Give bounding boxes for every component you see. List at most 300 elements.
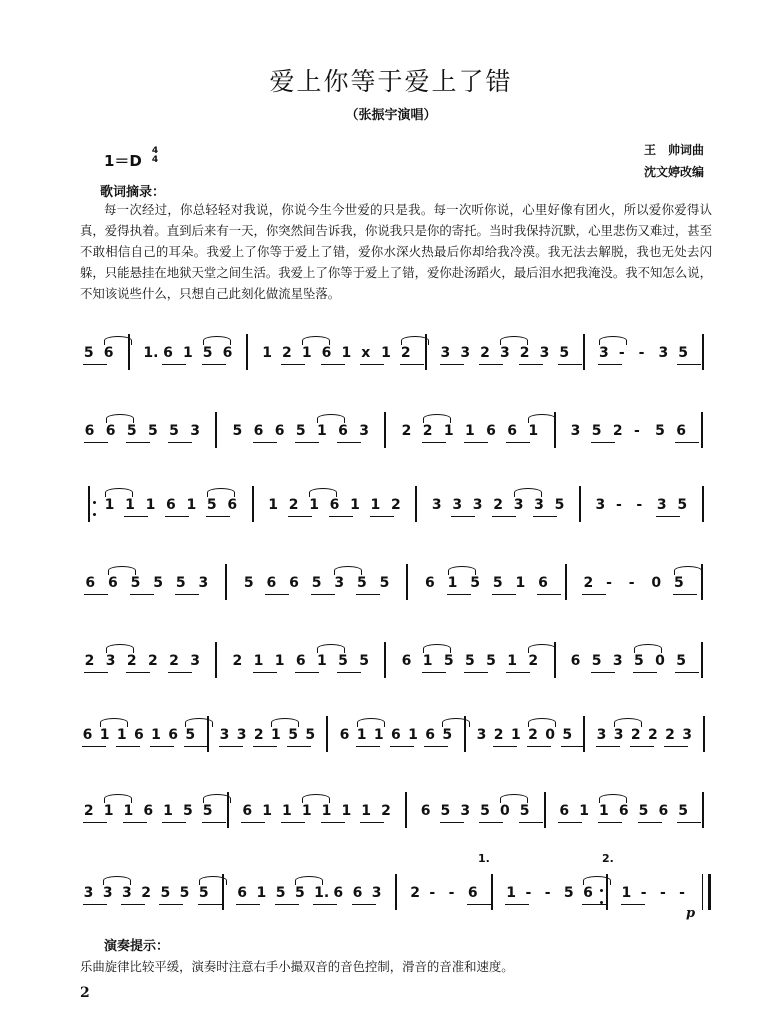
note: 5: [206, 497, 217, 513]
note: 1: [282, 803, 292, 819]
note: -: [606, 575, 612, 591]
note: x: [361, 345, 371, 361]
note: 1.: [143, 345, 159, 361]
beam-underline: [506, 672, 530, 674]
slur: [528, 644, 556, 653]
beam-underline: [633, 672, 657, 674]
note: 3: [612, 653, 623, 669]
note: 3: [658, 345, 669, 361]
note: 5: [443, 653, 454, 669]
note: 1: [256, 885, 267, 901]
staff-line-1: [78, 318, 712, 378]
slur: [357, 718, 385, 727]
slur: [500, 794, 528, 803]
note: 5: [202, 803, 213, 819]
note: 3: [539, 345, 550, 361]
beam-underline: [84, 594, 108, 596]
note: 1: [116, 727, 127, 743]
note: 5: [243, 575, 254, 591]
beam-underline: [121, 904, 145, 906]
note: 1: [301, 803, 312, 819]
note: 1: [356, 727, 367, 743]
note: 2: [84, 653, 95, 669]
note: 2: [583, 575, 594, 591]
note: 5: [442, 727, 453, 743]
beam-underline: [321, 822, 345, 824]
beam-underline: [582, 594, 606, 596]
note: 6: [559, 803, 570, 819]
note: 3: [122, 885, 132, 901]
barline: [701, 564, 703, 600]
note: 5: [338, 653, 348, 669]
barline: [701, 642, 703, 678]
note: 1: [151, 727, 161, 743]
barline: [395, 874, 397, 910]
slur: [302, 794, 330, 803]
beam-underline: [656, 516, 680, 518]
note: 1: [99, 727, 110, 743]
slur: [599, 794, 627, 803]
beam-underline: [287, 746, 311, 748]
slur: [302, 336, 330, 345]
beam-underline: [598, 364, 622, 366]
slur: [500, 336, 528, 345]
note: -: [640, 885, 647, 901]
note: 5: [275, 885, 286, 901]
time-signature-top: 4: [151, 146, 159, 156]
volta-2: 2.: [602, 852, 614, 865]
note: 3: [595, 497, 606, 513]
beam-underline: [561, 746, 585, 748]
note: -: [615, 497, 622, 513]
note: 2: [391, 497, 401, 513]
note: 6: [84, 423, 95, 439]
note: 5: [562, 727, 573, 743]
note: 5: [295, 423, 306, 439]
barline: [464, 716, 466, 752]
note: 6: [85, 575, 96, 591]
note: 0: [655, 653, 665, 669]
note: 6: [425, 727, 436, 743]
beam-underline: [159, 904, 183, 906]
note: 3: [452, 497, 463, 513]
note: 3: [599, 345, 609, 361]
note: 1: [123, 803, 134, 819]
note: 5: [440, 803, 451, 819]
beam-underline: [492, 516, 516, 518]
note: 6: [658, 803, 669, 819]
beam-underline: [591, 672, 615, 674]
note: 6: [82, 727, 93, 743]
slur: [207, 488, 235, 497]
note: 1: [361, 803, 372, 819]
barline: [406, 564, 408, 600]
note: 5: [185, 727, 196, 743]
note: -: [679, 885, 685, 901]
barline: [583, 716, 585, 752]
note: 5: [486, 653, 496, 669]
slur: [106, 644, 134, 653]
beam-underline: [130, 594, 154, 596]
note: 6: [227, 497, 238, 513]
note: 1: [125, 497, 135, 513]
note: 6: [103, 345, 114, 361]
note: 3: [431, 497, 442, 513]
slur: [514, 488, 542, 497]
note: 3: [236, 727, 247, 743]
beam-underline: [202, 364, 226, 366]
slur: [528, 718, 556, 727]
note: 3: [682, 727, 693, 743]
note: 5: [379, 575, 390, 591]
note: 5: [359, 653, 370, 669]
note: 0: [545, 727, 555, 743]
note: -: [429, 885, 436, 901]
beam-underline: [313, 904, 337, 906]
note: 6: [289, 575, 299, 591]
note: 2: [83, 803, 94, 819]
slur: [317, 414, 345, 423]
note: 1: [145, 497, 156, 513]
note: 1: [186, 497, 197, 513]
barline: [252, 486, 254, 522]
beam-underline: [321, 364, 345, 366]
slur: [108, 566, 136, 575]
note: 1: [317, 423, 327, 439]
slur: [614, 718, 642, 727]
note: 3: [476, 727, 487, 743]
note: 1: [599, 803, 609, 819]
barline: [207, 716, 209, 752]
note: 3: [359, 423, 370, 439]
beam-underline: [198, 904, 222, 906]
slur: [674, 566, 702, 575]
note: 6: [253, 423, 264, 439]
barline: [215, 412, 217, 448]
beam-underline: [168, 672, 192, 674]
barline: [425, 334, 427, 370]
slur: [295, 876, 323, 885]
barline: [702, 874, 711, 910]
note: 6: [168, 727, 178, 743]
barline: [415, 486, 417, 522]
beam-underline: [123, 822, 147, 824]
note: 3: [102, 885, 113, 901]
beam-underline: [356, 594, 380, 596]
beam-underline: [281, 822, 305, 824]
note: 5: [126, 423, 137, 439]
note: 1: [443, 423, 454, 439]
note: -: [659, 885, 666, 901]
beam-underline: [83, 822, 107, 824]
note: 5: [160, 885, 171, 901]
note: 2: [401, 423, 412, 439]
note: 6: [107, 575, 118, 591]
barline: [554, 412, 556, 448]
note: 5: [492, 575, 503, 591]
note: 1: [621, 885, 632, 901]
note: 5: [638, 803, 649, 819]
beam-underline: [360, 364, 384, 366]
beam-underline: [537, 594, 561, 596]
beam-underline: [311, 594, 335, 596]
page-number: 2: [80, 985, 90, 1001]
note: 3: [105, 653, 116, 669]
slur: [271, 718, 299, 727]
beam-underline: [505, 904, 529, 906]
note: 3: [534, 497, 544, 513]
beam-underline: [162, 364, 186, 366]
beam-underline: [390, 746, 414, 748]
barline: [583, 334, 585, 370]
note: 5: [202, 345, 213, 361]
barline: [702, 486, 704, 522]
note: 1: [253, 653, 264, 669]
note: 5: [559, 345, 570, 361]
beam-underline: [253, 442, 277, 444]
note: 5: [634, 653, 644, 669]
note: -: [634, 423, 640, 439]
beam-underline: [126, 442, 150, 444]
barline: [384, 642, 386, 678]
beam-underline: [519, 364, 543, 366]
note: 6: [143, 803, 154, 819]
note: 1: [506, 885, 517, 901]
note: 3: [472, 497, 483, 513]
beam-underline: [126, 672, 150, 674]
note: 3: [656, 497, 667, 513]
note: 5: [519, 803, 530, 819]
note: -: [618, 345, 625, 361]
beam-underline: [116, 746, 140, 748]
slur: [317, 644, 345, 653]
barline: [702, 792, 704, 828]
slur: [423, 414, 451, 423]
note: 2: [612, 423, 623, 439]
note: 2: [480, 345, 490, 361]
beam-underline: [82, 746, 106, 748]
slur: [528, 414, 556, 423]
beam-underline: [527, 746, 551, 748]
beam-underline: [664, 746, 688, 748]
beam-underline: [168, 442, 192, 444]
barline: [703, 716, 705, 752]
beam-underline: [281, 364, 305, 366]
beam-underline: [422, 672, 446, 674]
note: 1.: [314, 885, 330, 901]
note: -: [544, 885, 551, 901]
beam-underline: [673, 594, 697, 596]
beam-underline: [206, 516, 230, 518]
note: 5: [480, 803, 490, 819]
note: 5: [232, 423, 243, 439]
note: 1: [309, 497, 319, 513]
note: 5: [357, 575, 367, 591]
note: -: [638, 345, 645, 361]
beam-underline: [265, 594, 289, 596]
slur: [334, 566, 362, 575]
slur: [100, 718, 128, 727]
note: -: [448, 885, 455, 901]
key-signature: 1＝D: [104, 152, 142, 170]
beam-underline: [84, 672, 108, 674]
note: 1: [464, 423, 475, 439]
note: 3: [219, 727, 230, 743]
note: 6: [338, 423, 348, 439]
note: 0: [499, 803, 510, 819]
beam-underline: [464, 442, 488, 444]
note: 2: [288, 497, 299, 513]
beam-underline: [253, 672, 277, 674]
beam-underline: [493, 746, 517, 748]
note: 1: [104, 497, 115, 513]
staff-line-4: [78, 548, 712, 608]
barline: [579, 486, 581, 522]
beam-underline: [83, 904, 107, 906]
barline: [544, 792, 546, 828]
note: 1: [381, 345, 391, 361]
note: 6: [321, 345, 332, 361]
slur: [103, 876, 131, 885]
barline: [554, 642, 556, 678]
repeat-dot: [600, 889, 603, 892]
note: 5: [305, 727, 316, 743]
note: 5: [470, 575, 480, 591]
note: 2: [400, 345, 411, 361]
note: 2: [381, 803, 391, 819]
note: 6: [222, 345, 233, 361]
note: 6: [391, 727, 401, 743]
note: 5: [311, 575, 322, 591]
note: 6: [486, 423, 496, 439]
note: 5: [147, 423, 158, 439]
dynamic-marking: p: [686, 906, 696, 921]
beam-underline: [370, 516, 394, 518]
note: 1: [268, 497, 279, 513]
note: 3: [570, 423, 581, 439]
volta-1: 1.: [478, 852, 490, 865]
note: 6: [133, 727, 144, 743]
note: 5: [554, 497, 565, 513]
note: 2: [648, 727, 658, 743]
note: 6: [618, 803, 629, 819]
note: 1: [370, 497, 381, 513]
barline: [702, 334, 704, 370]
beam-underline: [162, 822, 186, 824]
beam-underline: [295, 442, 319, 444]
note: 1: [373, 727, 384, 743]
note: 3: [334, 575, 345, 591]
note: 1: [321, 803, 332, 819]
barline: [222, 874, 224, 910]
note: 2: [126, 653, 137, 669]
note: -: [636, 497, 643, 513]
barline: [88, 486, 90, 522]
beam-underline: [638, 822, 662, 824]
beam-underline: [677, 822, 701, 824]
note: -: [628, 575, 635, 591]
barline: [405, 792, 407, 828]
note: 6: [352, 885, 363, 901]
beam-underline: [675, 442, 699, 444]
note: 2: [282, 345, 292, 361]
note: 2: [147, 653, 158, 669]
note: 1: [341, 345, 352, 361]
note: 1: [262, 803, 272, 819]
note: 2: [422, 423, 433, 439]
page-subtitle: （张振宇演唱）: [345, 108, 437, 123]
slur: [106, 414, 134, 423]
beam-underline: [352, 904, 376, 906]
beam-underline: [165, 516, 189, 518]
beam-underline: [677, 364, 701, 366]
note: 5: [563, 885, 574, 901]
barline: [565, 564, 567, 600]
note: 1: [182, 345, 193, 361]
slur: [448, 566, 476, 575]
note: -: [525, 885, 532, 901]
note: 5: [678, 345, 689, 361]
beam-underline: [150, 746, 174, 748]
slur: [105, 488, 133, 497]
note: 2: [630, 727, 641, 743]
beam-underline: [675, 672, 699, 674]
barline: [384, 412, 386, 448]
beam-underline: [288, 516, 312, 518]
note: 3: [460, 345, 471, 361]
beam-underline: [621, 904, 645, 906]
beam-underline: [400, 364, 424, 366]
note: 5: [198, 885, 209, 901]
note: 6: [329, 497, 340, 513]
beam-underline: [83, 364, 107, 366]
note: 2: [493, 497, 503, 513]
beam-underline: [184, 746, 208, 748]
note: 5: [678, 803, 689, 819]
note: 2: [519, 345, 530, 361]
beam-underline: [479, 822, 503, 824]
performance-hint-body: 乐曲旋律比较平缓，演奏时注意右手小撮双音的音色控制，滑音的音准和速度。: [80, 959, 514, 974]
note: 3: [499, 345, 510, 361]
note: 5: [288, 727, 298, 743]
note: 5: [182, 803, 193, 819]
beam-underline: [356, 746, 380, 748]
note: 6: [467, 885, 478, 901]
beam-underline: [84, 442, 108, 444]
note: 5: [169, 423, 179, 439]
slur: [634, 644, 662, 653]
note: 5: [130, 575, 141, 591]
note: 2: [253, 727, 264, 743]
slur: [203, 336, 231, 345]
note: 1: [510, 727, 521, 743]
beam-underline: [241, 822, 265, 824]
note: 5: [294, 885, 305, 901]
note: 5: [676, 653, 687, 669]
note: 3: [190, 653, 200, 669]
note: 1: [271, 727, 281, 743]
note: 3: [371, 885, 382, 901]
page-title: 爱上你等于爱上了错: [269, 67, 513, 96]
beam-underline: [630, 746, 654, 748]
beam-underline: [440, 822, 464, 824]
beam-underline: [464, 672, 488, 674]
note: 2: [665, 727, 675, 743]
note: 6: [420, 803, 431, 819]
note: 3: [440, 345, 451, 361]
staff-line-3: [78, 470, 712, 530]
beam-underline: [360, 822, 384, 824]
